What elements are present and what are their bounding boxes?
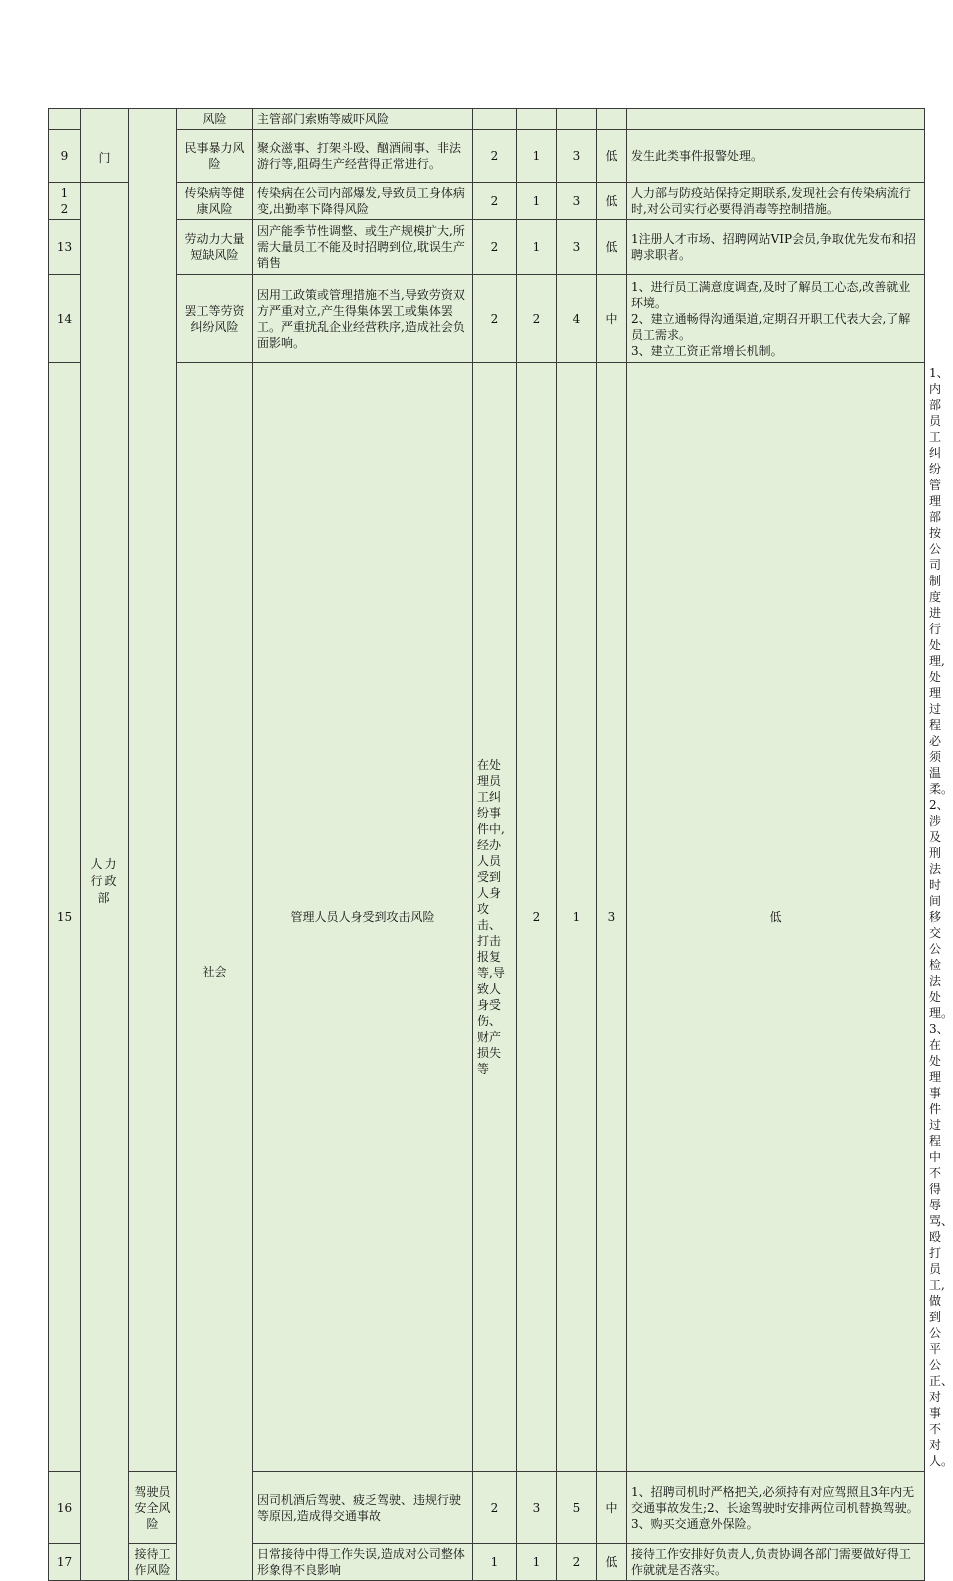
- probability-score: 2: [473, 220, 517, 275]
- probability-score: 1: [473, 1544, 517, 1581]
- row-number: 12: [49, 183, 81, 220]
- probability-score: 2: [473, 183, 517, 220]
- control-measure: 发生此类事件报警处理。: [627, 130, 925, 183]
- risk-description: 传染病在公司内部爆发,导致员工身体病变,出勤率下降得风险: [253, 183, 473, 220]
- row-number: 13: [49, 220, 81, 275]
- table-row: 15 社会 管理人员人身受到攻击风险 在处理员工纠纷事件中, 经办人员受到人身攻击、打击报复等,导致人身受伤、财产损失等 2 1 3 低 1、内部员工纠纷管理部按公司制度进行处理,处理过程必须温柔。 2、涉及刑法时间移交公检法处理。3、在处理事件过程中不得辱骂、殴打员工,做到公平公正、对事不对人。: [49, 363, 925, 1472]
- probability-score: 2: [473, 1472, 517, 1544]
- risk-name: 民事暴力风险: [177, 130, 253, 183]
- control-measure: 1注册人才市场、招聘网站VIP会员,争取优先发布和招聘求职者。: [627, 220, 925, 275]
- risk-level: 低: [597, 1544, 627, 1581]
- row-number: [49, 109, 81, 130]
- table-row: [49, 109, 925, 130]
- total-score: 3: [557, 183, 597, 220]
- type-text: 社会: [202, 964, 227, 979]
- risk-level: 中: [597, 275, 627, 363]
- risk-description: 日常接待中得工作失误,造成对公司整体形象得不良影响: [253, 1544, 473, 1581]
- control-measure: 1、进行员工满意度调查,及时了解员工心态,改善就业环境。 2、建立通畅得沟通渠道,定期召开职工代表大会,了解员工需求。 3、建立工资正常增长机制。: [627, 275, 925, 363]
- probability-score: 2: [473, 130, 517, 183]
- risk-name: 罢工等劳资纠纷风险: [177, 275, 253, 363]
- total-score: 2: [557, 1544, 597, 1581]
- impact-score: 1: [517, 220, 557, 275]
- department-text-b: 人力行政部: [90, 857, 119, 905]
- risk-name: 管理人员人身受到攻击风险: [253, 363, 473, 1472]
- total-score: 4: [557, 275, 597, 363]
- total-score: [557, 109, 597, 130]
- risk-description: 因产能季节性调整、或生产规模扩大,所需大量员工不能及时招聘到位,耽误生产销售: [253, 220, 473, 275]
- risk-description: 主管部门索贿等威吓风险: [253, 109, 473, 130]
- total-score: 3: [557, 130, 597, 183]
- risk-description: 在处理员工纠纷事件中, 经办人员受到人身攻击、打击报复等,导致人身受伤、财产损失等: [473, 363, 517, 1472]
- total-score: 3: [557, 220, 597, 275]
- department-cell-a: [81, 109, 129, 183]
- table-row: [49, 220, 925, 275]
- risk-name: 驾驶员安全风险: [129, 1472, 177, 1544]
- row-number: 17: [49, 1544, 81, 1581]
- department-text-a: 门: [98, 151, 111, 165]
- table-row: [49, 130, 925, 183]
- risk-level: 低: [627, 363, 925, 1472]
- risk-level: [597, 109, 627, 130]
- risk-name: 接待工作风险: [129, 1544, 177, 1581]
- risk-name: 劳动力大量短缺风险: [177, 220, 253, 275]
- impact-score: 2: [517, 275, 557, 363]
- risk-description: 因司机酒后驾驶、疲乏驾驶、违规行驶等原因,造成得交通事故: [253, 1472, 473, 1544]
- control-measure: 接待工作安排好负责人,负责协调各部门需要做好得工作就就是否落实。: [627, 1544, 925, 1581]
- risk-description: 因用工政策或管理措施不当,导致劳资双方严重对立,产生得集体罢工或集体罢工。严重扰乱企业经营秩序,造成社会负面影响。: [253, 275, 473, 363]
- impact-score: 1: [517, 1544, 557, 1581]
- type-cell: [177, 363, 253, 1581]
- impact-score: 1: [517, 183, 557, 220]
- control-measure: [627, 109, 925, 130]
- risk-assessment-table: [48, 108, 953, 1581]
- impact-score: 3: [517, 1472, 557, 1544]
- probability-score: [473, 109, 517, 130]
- total-score: 5: [557, 1472, 597, 1544]
- risk-name: 传染病等健康风险: [177, 183, 253, 220]
- impact-score: [517, 109, 557, 130]
- risk-level: 低: [597, 130, 627, 183]
- risk-description: 聚众滋事、打架斗殴、酗酒闹事、非法游行等,阻碍生产经营得正常进行。: [253, 130, 473, 183]
- probability-score: 2: [473, 275, 517, 363]
- row-number: 16: [49, 1472, 81, 1544]
- row-number: 14: [49, 275, 81, 363]
- impact-score: 1: [517, 130, 557, 183]
- row-number: 15: [49, 363, 81, 1472]
- table-row: [49, 183, 925, 220]
- risk-level: 低: [597, 220, 627, 275]
- risk-level: 低: [597, 183, 627, 220]
- risk-name: 风险: [177, 109, 253, 130]
- probability-score: 2: [517, 363, 557, 1472]
- control-measure: 人力部与防疫站保持定期联系,发现社会有传染病流行时,对公司实行必要得消毒等控制措施。: [627, 183, 925, 220]
- department-cell-b: [81, 183, 129, 1581]
- risk-level: 中: [597, 1472, 627, 1544]
- impact-score: 1: [557, 363, 597, 1472]
- row-number: 9: [49, 130, 81, 183]
- table-row: [49, 275, 925, 363]
- total-score: 3: [597, 363, 627, 1472]
- control-measure: 1、招聘司机时严格把关,必须持有对应驾照且3年内无交通事故发生;2、长途驾驶时安排两位司机替换驾驶。 3、购买交通意外保险。: [627, 1472, 925, 1544]
- empty-type-cell: [129, 109, 177, 1472]
